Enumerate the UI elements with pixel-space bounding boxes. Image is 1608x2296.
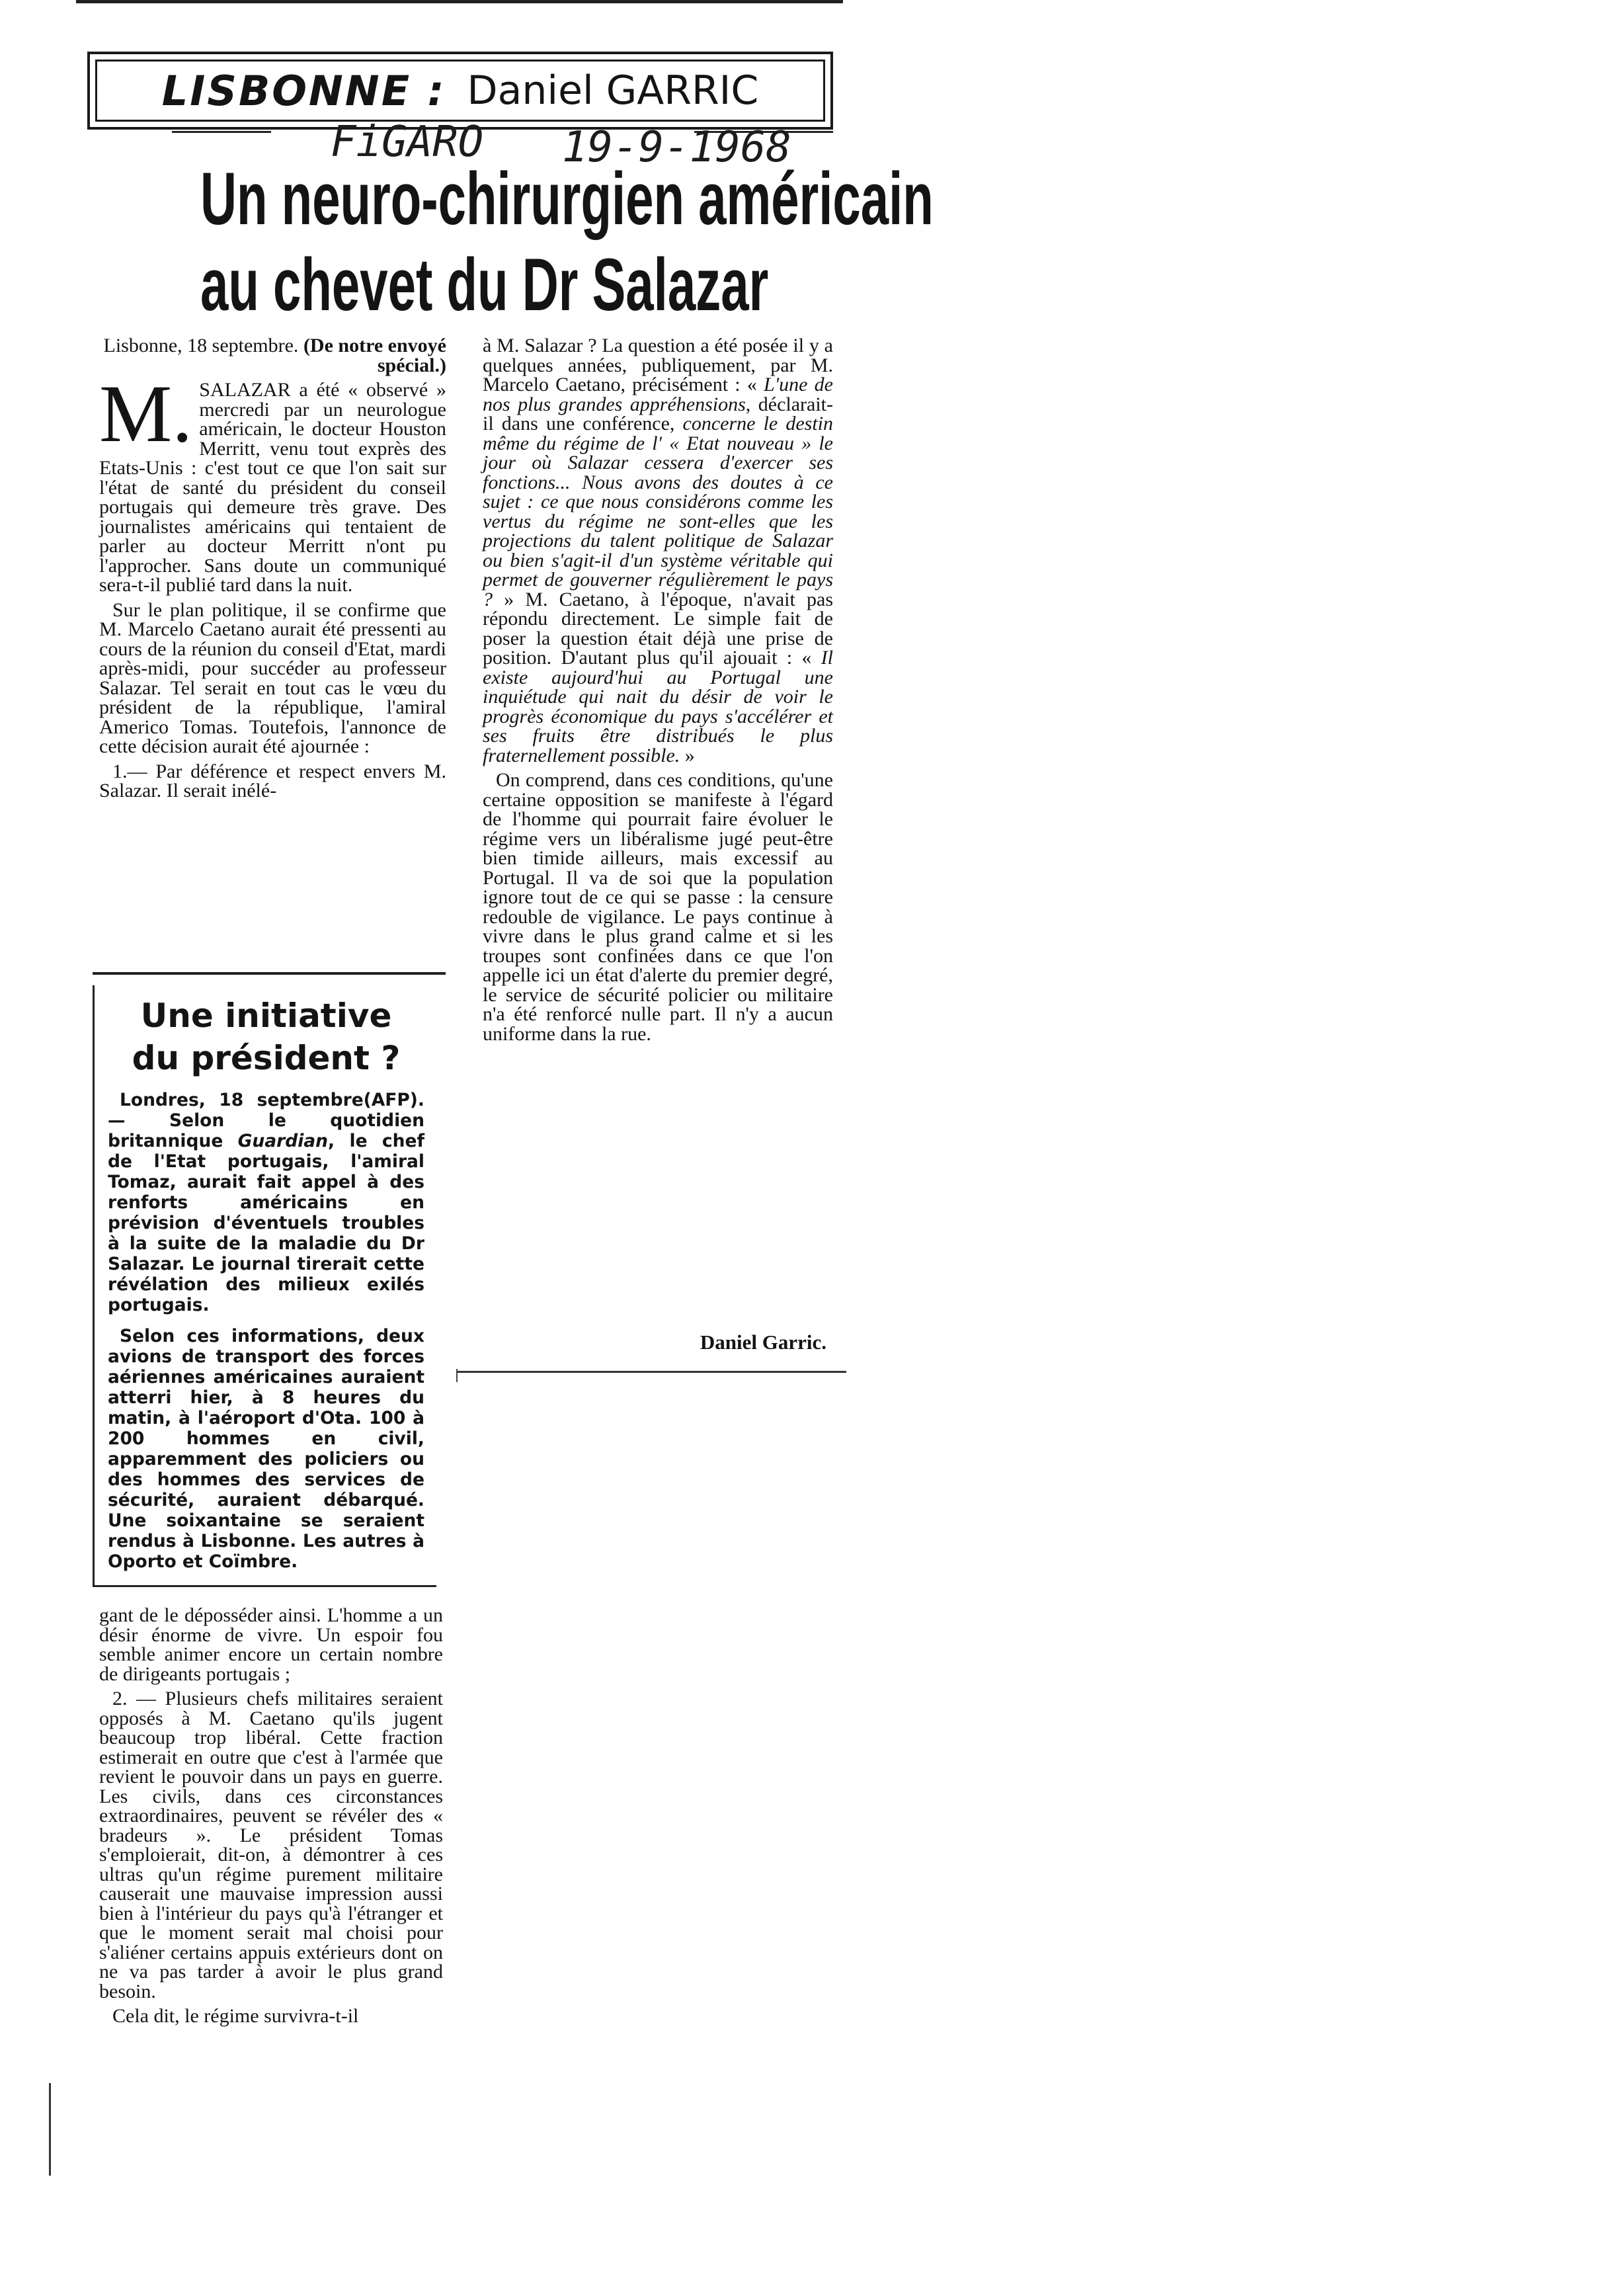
header-banner — [95, 60, 825, 122]
box-title-line-1: Une initiative — [140, 997, 392, 1035]
continued-paragraph-1: gant de le déposséder ainsi. L'homme a un désir énorme de vivre. Un espoir fou semble animer encore un certain nombre de dirigeants portugais ; — [99, 1604, 443, 1685]
column-2-paragraph-1 — [483, 336, 833, 765]
dateline-source: (De notre envoyé spécial.) — [303, 335, 446, 376]
left-margin-rule — [49, 2083, 51, 2176]
box-p1-paper: Guardian — [237, 1131, 329, 1151]
continued-paragraph-3: Cela dit, le régime survivra-t-il — [112, 2005, 359, 2027]
dateline-place-date: Lisbonne, 18 septembre. — [103, 335, 299, 356]
c2-p1-c: » M. Caetano, à l'époque, n'avait pas répondu directement. Le simple fait de poser la question était déjà une prise de position. D'autant plus qu'il ajouait : « — [483, 588, 833, 669]
box-dateline: Londres, 18 septembre(AFP). — [120, 1090, 424, 1110]
sidebar-box — [93, 985, 436, 1587]
box-p1-b: , le chef de l'Etat portugais, l'amiral Tomaz, aurait fait appel à des renforts américains en prévision d'éventuels troubles à la suite de la maladie du Dr Salazar. Le journal tirerait cette révélation des milieux exilés portugais. — [108, 1131, 424, 1315]
header-underline-left — [172, 131, 271, 133]
box-paragraph-2: Selon ces informations, deux avions de transport des forces aériennes américaines auraient atterri hier, à 8 heures du matin, à l'aéroport d'Ota. 100 à 200 hommes en civil, apparemment des policiers ou des hommes des services de sécurité, auraient débarqué. Une soixantaine se seraient rendus à Lisbonne. Les autres à Oporto et Coïmbre. — [108, 1326, 424, 1572]
paragraph-1 — [99, 368, 446, 596]
header-city: LISBONNE : — [161, 66, 446, 115]
column-1-continued — [99, 1606, 443, 2031]
handwritten-newspaper: FiGARO — [331, 118, 484, 167]
paragraph-3: 1.— Par déférence et respect envers M. Salazar. Il serait inélé- — [99, 760, 446, 801]
headline-line-1: Un neuro-chirurgien américain — [200, 157, 934, 240]
signature: Daniel Garric. — [700, 1331, 826, 1354]
column-1-top — [99, 336, 446, 806]
c2-quote-1: L'une de nos plus grandes appréhensions — [483, 374, 833, 415]
box-p1-a: — Selon le quotidien britannique — [108, 1110, 424, 1151]
top-rule — [76, 0, 843, 3]
c2-quote-2: concerne le destin même du régime de l' « Etat nouveau » le jour où Salazar cessera d'exercer ses fonctions... Nous avons des doutes à ce sujet : ce que nous considérons comme les vertus du régime ne sont-elles que les projections du talent politique de Salazar ou bien s'agit-il d'un système véritable qui permet de gouverner régulièrement le pays ? — [483, 413, 833, 610]
handwritten-date: 19-9-1968 — [562, 123, 791, 172]
c2-p1-d: » — [680, 744, 695, 766]
c2-p1-a: à M. Salazar ? La question a été posée il y a quelques années, publiquement, par M. Marcelo Caetano, précisément : « — [483, 335, 833, 395]
paragraph-2: Sur le plan politique, il se confirme que M. Marcelo Caetano aurait été pressenti au cours de la réunion du conseil d'Etat, mardi après-midi, pour succéder au professeur Salazar. Tel serait en tout cas le vœu du président de la république, l'amiral Americo Tomas. Toutefois, l'annonce de cette décision aurait été ajournée : — [99, 598, 446, 757]
c2-quote-3: Il existe aujourd'hui au Portugal une inquiétude qui nait du désir de voir le progrès économique du pays s'accélérer et ses fruits être distribués le plus fraternellement possible. — [483, 647, 833, 766]
end-rule — [456, 1371, 846, 1373]
end-rule-tick — [456, 1369, 458, 1382]
box-paragraph-1 — [108, 1090, 424, 1315]
column-2 — [483, 336, 833, 1049]
drop-cap: M. — [99, 368, 193, 459]
column-2-paragraph-2: On comprend, dans ces conditions, qu'une certaine opposition se manifeste à l'égard de l'homme qui pourrait faire évoluer le régime vers un libéralisme jugé peut-être bien timide ailleurs, mais excessif au Portugal. Il va de soi que la population ignore tout de ce qui se passe : la censure redouble de vigilance. Le pays continue à vivre dans le plus grand calme et si les troupes sont confinées dans ce que l'on appelle ici un état d'alerte du premier degré, le service de sécurité policier ou militaire n'a été renforcé nulle part. Il n'y a aucun uniforme dans la rue. — [483, 769, 833, 1045]
c2-p1-b: , déclarait-il dans une conférence, — [483, 393, 834, 434]
headline-line-2: au chevet du Dr Salazar — [200, 243, 769, 326]
box-title-line-2: du président ? — [132, 1039, 401, 1077]
box-top-rule — [93, 972, 446, 975]
continued-paragraph-2: 2. — Plusieurs chefs militaires seraient opposés à M. Caetano qu'ils jugent beaucoup trop libéral. Cette fraction estimerait en outre que c'est à l'armée que revient le pouvoir dans un pays en guerre. Les civils, dans ces circonstances extraordinaires, peuvent se révéler des « bradeurs ». Le président Tomas s'emploierait, dit-on, à démontrer à ces ultras qu'un régime purement militaire causerait une mauvaise impression aussi bien à l'intérieur du pays qu'à l'étranger et que le moment serait mal choisi pour s'aliéner certains appuis extérieurs dont on ne va pas tarder à avoir le plus grand besoin. — [99, 1688, 443, 2002]
box-body — [108, 1090, 424, 1572]
paragraph-1-text: SALAZAR a été « observé » mercredi par un neurologue américain, le docteur Houston Merritt, venu tout exprès des Etats-Unis : c'est tout ce que l'on sait sur l'état de santé du président du conseil portugais qui demeure très grave. Des journalistes américains qui tentaient de parler au docteur Merritt n'ont pu l'approcher. Sans doute un communiqué sera-t-il publié tard dans la nuit. — [99, 379, 446, 596]
header-author: Daniel GARRIC — [467, 67, 759, 114]
